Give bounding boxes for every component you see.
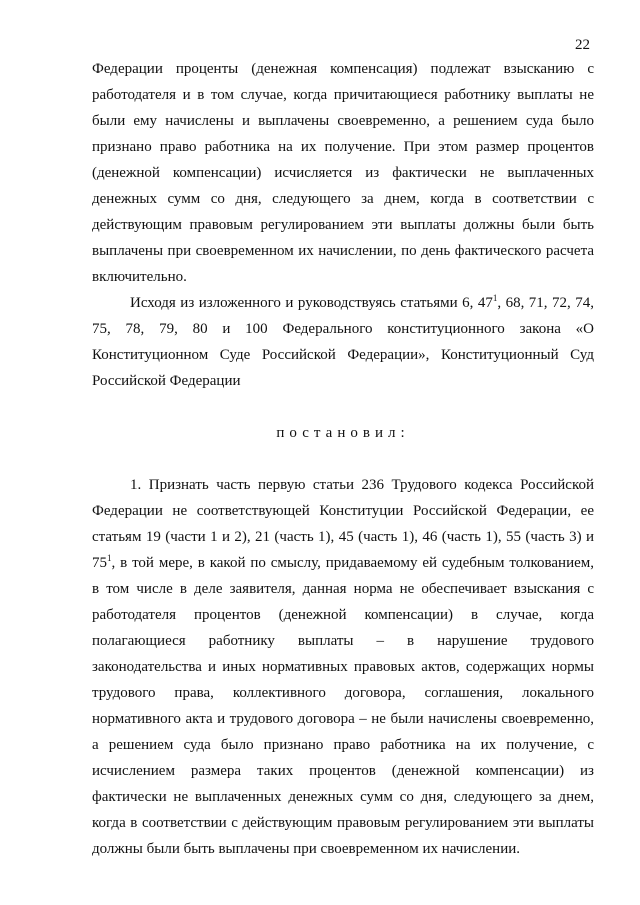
text-line: денежных сумм со дня, следующего за днем, когда в соответствии с (92, 191, 594, 207)
text-line: фактически не выплаченных денежных сумм со дня, следующего за днем, (92, 789, 594, 805)
text-line: а решением суда было признано право работника на их получение, с (92, 737, 594, 753)
text-line (92, 290, 594, 316)
text-line: работодателя и в том случае, когда причитающиеся работнику выплаты не (92, 87, 594, 103)
text-line: статьям 19 (части 1 и 2), 21 (часть 1), 45 (часть 1), 46 (часть 1), 55 (часть 3) и (92, 529, 594, 545)
text-line: работодателя процентов (денежной компенсации) в случае, когда (92, 607, 594, 623)
text-line (92, 550, 594, 576)
text-line: трудового права, коллективного договора, соглашения, локального (92, 685, 594, 701)
text-line: полагающиеся работнику выплаты – в нарушение трудового (92, 633, 594, 649)
document-body (92, 56, 594, 862)
superscript: 1 (492, 293, 498, 303)
text-line: 75, 78, 79, 80 и 100 Федерального конституционного закона «О (92, 321, 594, 337)
text-line: должны были быть выплачены при своевременном их начислении. (92, 841, 521, 857)
text-line: нормативного акта и трудового договора – не были начислены своевременно, (92, 711, 594, 727)
text-line: были ему начислены и выплачены своевременно, а решением суда было (92, 113, 594, 129)
text-segment: 75 (92, 555, 107, 571)
spacer (92, 446, 594, 472)
text-line: Федерации проценты (денежная компенсация) подлежат взысканию с (92, 61, 594, 77)
spacer (92, 394, 594, 420)
text-line: Российской Федерации (92, 373, 241, 389)
text-segment: , в той мере, в какой по смыслу, придаваемому ей судебным толкованием, (111, 555, 594, 571)
text-segment: , 68, 71, 72, 74, (497, 295, 594, 311)
text-line: исчислением размера таких процентов (денежной компенсации) из (92, 763, 594, 779)
superscript: 1 (107, 553, 112, 563)
text-line: выплачены при своевременном их начислении, по день фактического расчета (92, 243, 594, 259)
text-line: признано право работника на их получение. При этом размер процентов (92, 139, 594, 155)
text-line: в том числе в деле заявителя, данная норма не обеспечивает взыскания с (92, 581, 594, 597)
text-segment: Исходя из изложенного и руководствуясь статьями 6, 47 (130, 295, 493, 311)
text-line: Конституционном Суде Российской Федерации», Конституционный Суд (92, 347, 594, 363)
text-line: включительно. (92, 269, 187, 285)
text-line: Федерации не соответствующей Конституции Российской Федерации, ее (92, 503, 594, 519)
page-number: 22 (575, 37, 590, 53)
text-line: действующим правовым регулированием эти выплаты должны были быть (92, 217, 594, 233)
text-line: законодательства и иных нормативных правовых актов, содержащих нормы (92, 659, 594, 675)
text-line: 1. Признать часть первую статьи 236 Трудового кодекса Российской (130, 477, 594, 493)
text-line: (денежной компенсации) исчисляется из фактически не выплаченных (92, 165, 594, 181)
text-line: когда в соответствии с действующим правовым регулированием эти выплаты (92, 815, 594, 831)
resolution-heading: постановил: (276, 425, 410, 441)
